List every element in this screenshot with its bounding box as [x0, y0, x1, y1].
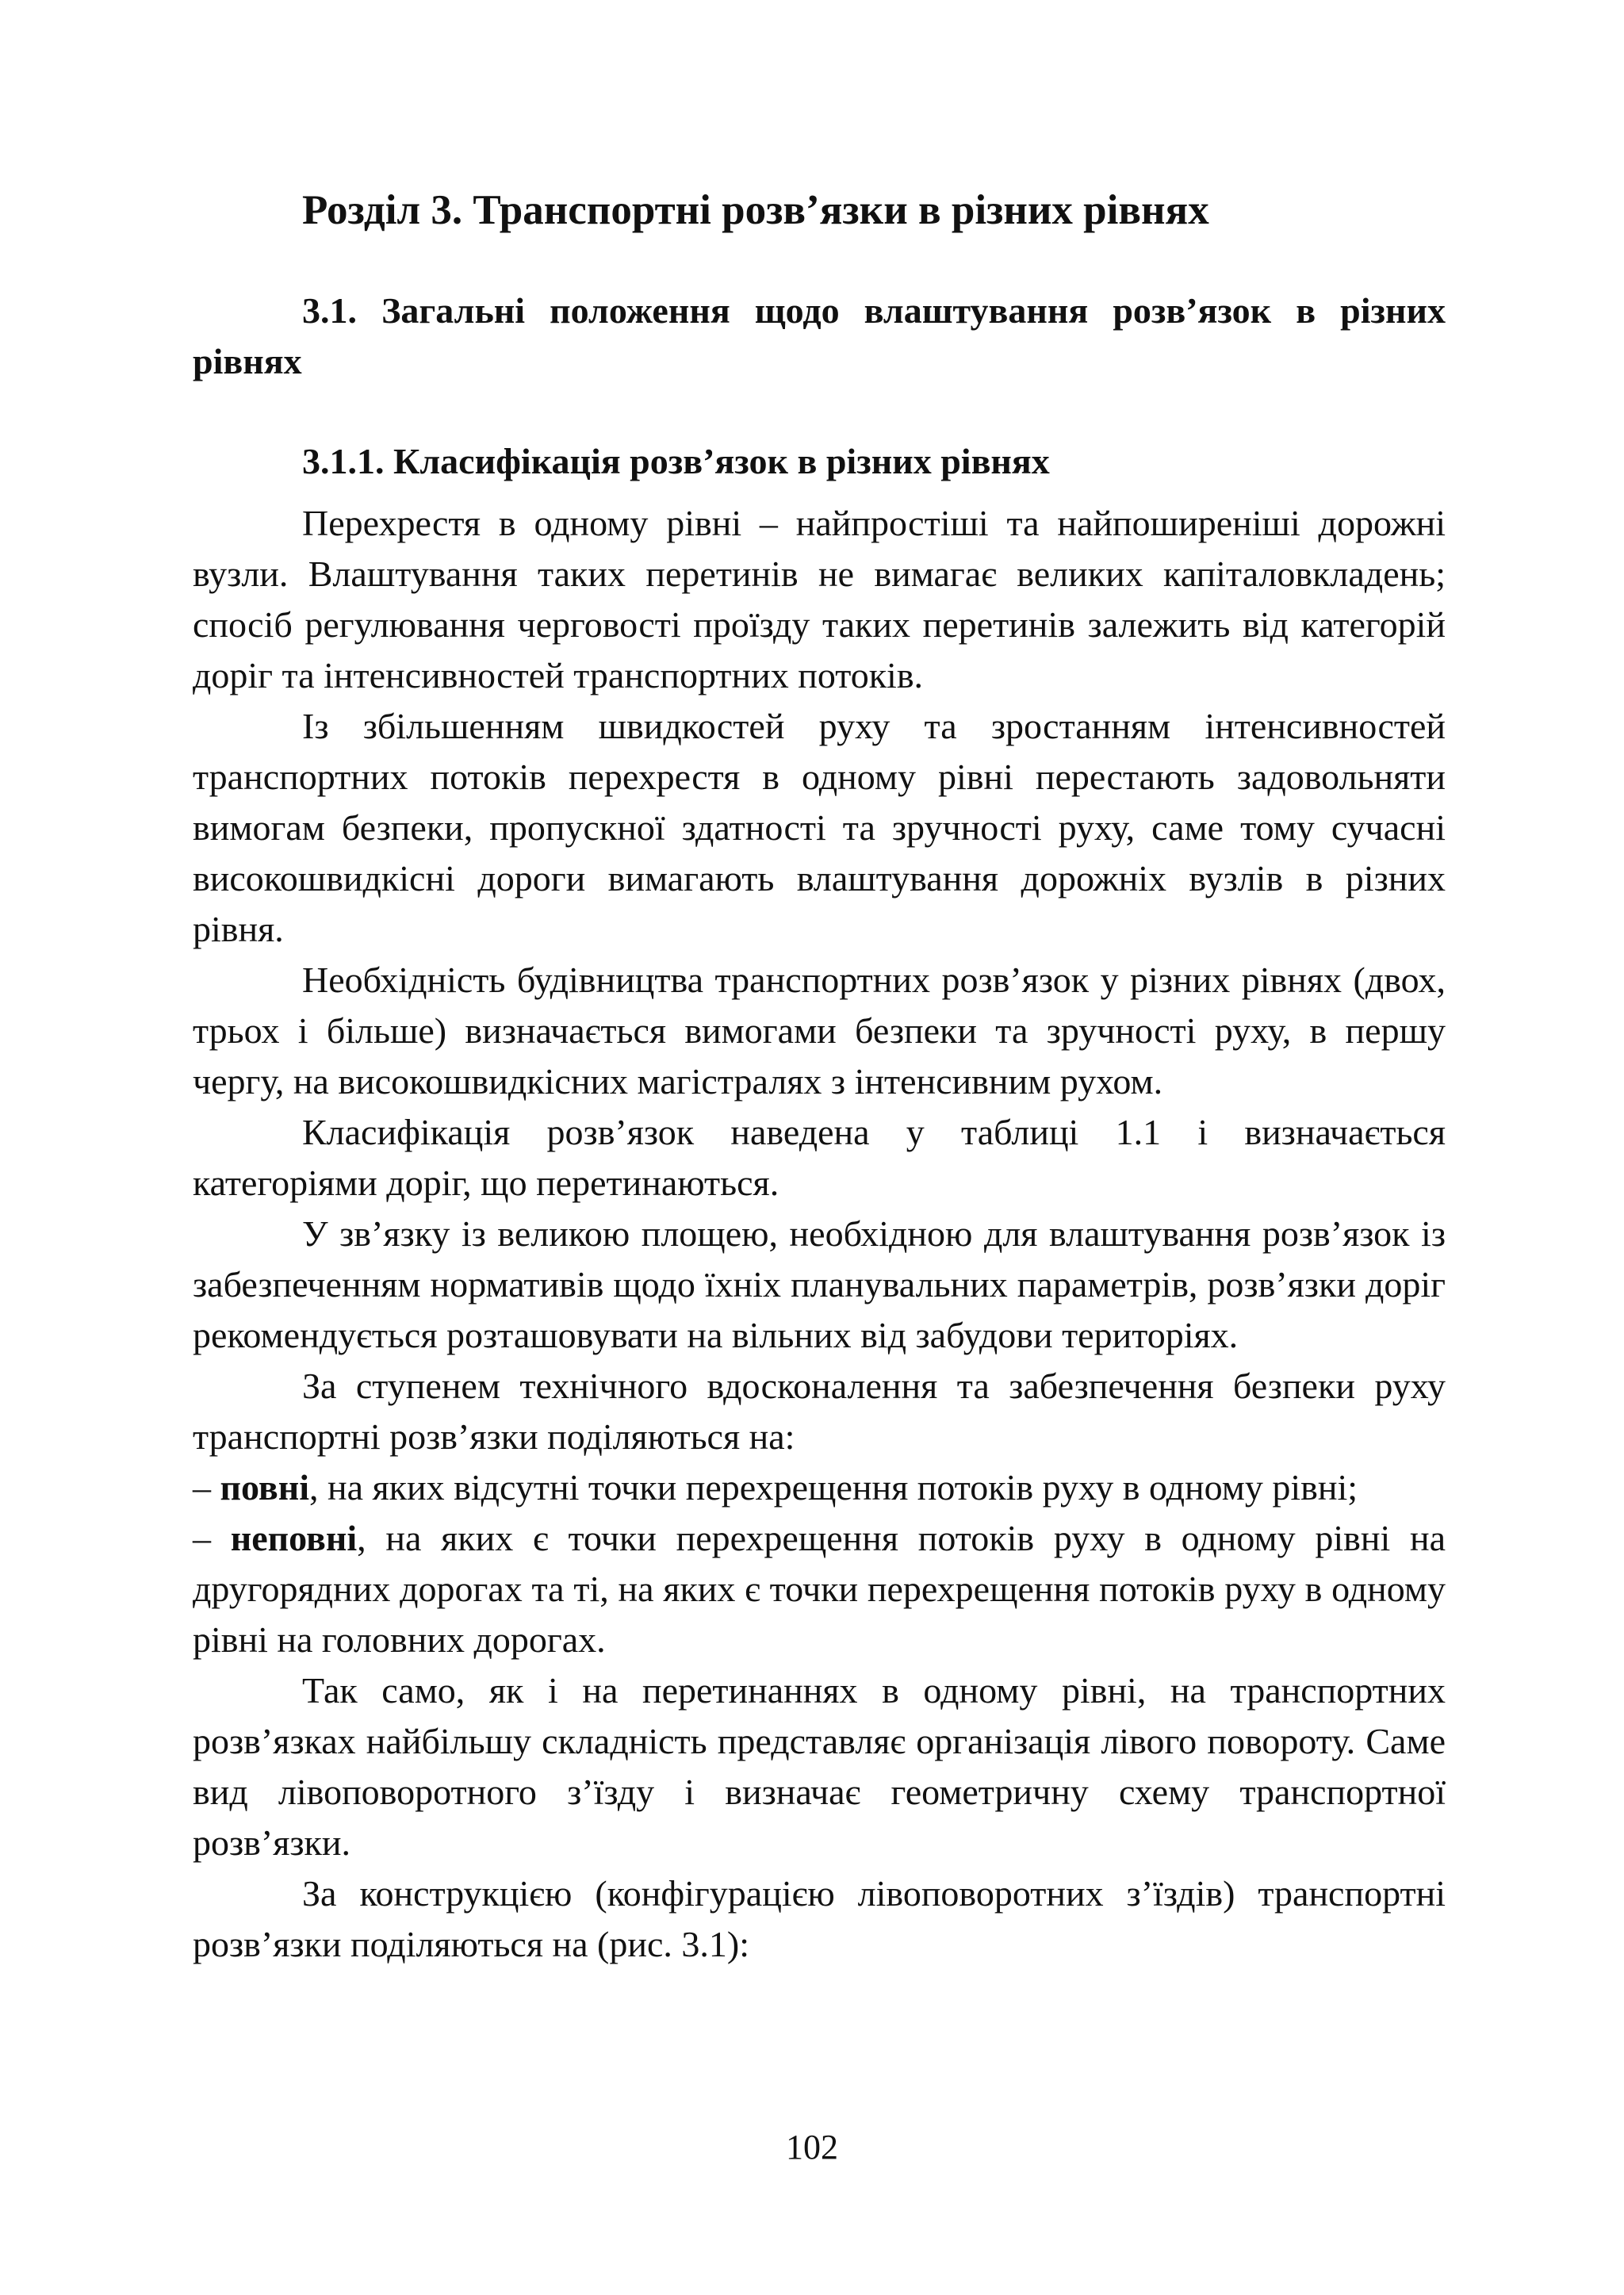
list-dash: – [193, 1467, 220, 1508]
paragraph: Перехрестя в одному рівні – найпростіші та найпоширеніші дорожні вузли. Влаштування таких перетинів не вимагає великих капіталовкладень; спосіб регулювання черговості проїзду таких перетинів залежить від категорій доріг та інтенсивностей транспортних потоків. [193, 503, 1446, 695]
list-term: неповні [230, 1518, 358, 1558]
paragraph: Необхідність будівництва транспортних розв’язок у різних рівнях (двох, трьох і більше) визначається вимогами безпеки та зручності руху, в першу чергу, на високошвидкісних магістралях з інтенсивним рухом. [193, 960, 1446, 1102]
page-number: 102 [786, 2128, 838, 2167]
paragraph: За конструкцією (конфігурацією лівоповоротних з’їздів) транспортні розв’язки поділяються на (рис. 3.1): [193, 1873, 1446, 1964]
page-content [193, 184, 1446, 1970]
chapter-title: Розділ 3. Транспортні розв’язки в різних рівнях [302, 187, 1209, 233]
paragraph: Із збільшенням швидкостей руху та зростанням інтенсивностей транспортних потоків перехрестя в одному рівні перестають задовольняти вимогам безпеки, пропускної здатності та зручності руху, саме тому сучасні високошвидкісні дороги вимагають влаштування дорожніх вузлів в різних рівня. [193, 706, 1446, 949]
paragraph: Так само, як і на перетинаннях в одному рівні, на транспортних розв’язках найбільшу складність представляє організація лівого повороту. Саме вид лівоповоротного з’їзду і визначає геометричну схему транспортної розв’язки. [193, 1670, 1446, 1863]
list-text: , на яких відсутні точки перехрещення потоків руху в одному рівні; [308, 1467, 1358, 1508]
list-term: повні [220, 1467, 309, 1508]
paragraph: Класифікація розв’язок наведена у таблиці 1.1 і визначається категоріями доріг, що перетинаються. [193, 1112, 1446, 1203]
list-item [193, 1462, 1446, 1513]
list-text: , на яких є точки перехрещення потоків руху в одному рівні на другорядних дорогах та ті, на яких є точки перехрещення потоків руху в одному рівні на головних дорогах. [193, 1518, 1446, 1660]
list-dash: – [193, 1518, 231, 1558]
section-title: 3.1. Загальні положення щодо влаштування розв’язок в різних рівнях [193, 290, 1446, 381]
paragraph: У зв’язку із великою площею, необхідною для влаштування розв’язок із забезпеченням нормативів щодо їхніх планувальних параметрів, розв’язки доріг рекомендується розташовувати на вільних від забудови територіях. [193, 1213, 1446, 1355]
paragraph: За ступенем технічного вдосконалення та забезпечення безпеки руху транспортні розв’язки поділяються на: [193, 1366, 1446, 1457]
list-item [193, 1513, 1446, 1665]
subsection-title: 3.1.1. Класифікація розв’язок в різних рівнях [302, 441, 1050, 481]
